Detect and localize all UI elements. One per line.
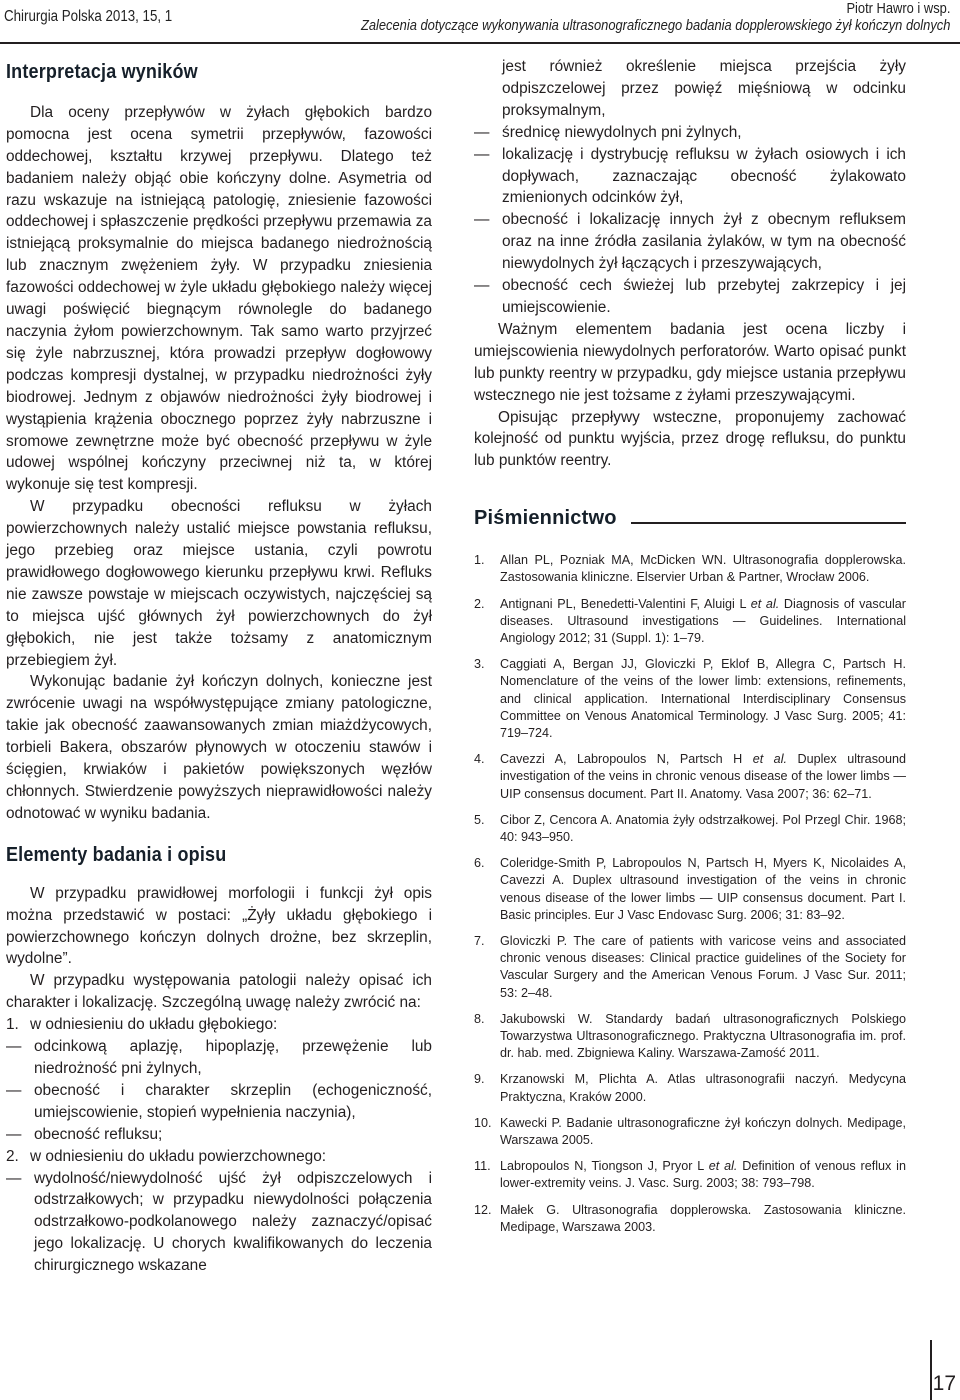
reference-item bbox=[474, 1071, 906, 1105]
list-item-text: odcinkową aplazję, hipoplazję, przewężenie lub niedrożność pni żylnych, bbox=[34, 1038, 432, 1077]
reference-text-part: Antignani PL, Benedetti-Valentini F, Aluigi L bbox=[500, 596, 751, 611]
list-item-text: w odniesieniu do układu głębokiego: bbox=[30, 1016, 278, 1034]
reference-text-part: Diagnosis of vascular diseases. Ultrasound investigations — Guidelines. International Angiology 2012; 31 (Suppl. 1): 1–79. bbox=[500, 596, 906, 645]
reference-text bbox=[500, 552, 906, 586]
reference-item bbox=[474, 1158, 906, 1192]
list-marker: — bbox=[474, 145, 490, 163]
paragraph: Dla oceny przepływów w żyłach głębokich bardzo pomocna jest ocena symetrii przepływów, fazowości oddechowej, kształtu krzywej przepływu. Dlatego też badaniem należy objąć obie kończyny dolne. Asymetria od razu wskazuje na istniejącą patologię, zniesienie fazowości oddechowej i spłaszczenie prędkości przepływu przemawia za istniejącą proksymalnie do miejsca badanego niedrożnością lub znacznym zwężeniem żyły. W przypadku zniesienia fazowości oddechowej w żyle układu głębokiego należy więcej uwagi poświęcić biegnącym równolegle do badanego naczynia żyłom powierzchownym. Tak samo warto przyjrzeć się żyle nabrzusznej, która prowadzi przepływ dogłowowy podczas kompresji dystalnej, w przypadku niedrożności żyły biodrowej. Jednym z objawów niedrożności żyły biodrowej i wystąpienia krążenia obocznego poprzez żyły nabrzuszne i sromowe zewnętrzne może być obecność przepływu w żyle udowej wspólnej kończyny przeciwnej niż ta, w której wykonuje się test kompresji. bbox=[6, 103, 432, 494]
references-list bbox=[474, 552, 906, 1236]
reference-item bbox=[474, 552, 906, 586]
header-authors: Piotr Hawro i wsp. bbox=[846, 0, 950, 17]
list-marker: — bbox=[6, 1081, 22, 1099]
reference-text-part: Małek G. Ultrasonografia dopplerowska. Zastosowania kliniczne. Medipage, Warszawa 2003. bbox=[500, 1202, 906, 1234]
dash-item bbox=[474, 209, 906, 275]
reference-text-part: Kawecki P. Badanie ultrasonograficzne żył kończyn dolnych. Medipage, Warszawa 2005. bbox=[500, 1115, 906, 1148]
reference-text-part: Jakubowski W. Standardy badań ultrasonograficznych Polskiego Towarzystwa Ultrasonograficznego. Praktyczna Ultrasonografia im. prof. dr. hab. med. Zbigniewa Kaliny. Warszawa-Zamość 2011. bbox=[500, 1011, 906, 1061]
page-number: 17 bbox=[932, 1372, 956, 1395]
references-heading: Piśmiennictwo bbox=[474, 507, 617, 530]
paragraph: Wykonując badanie żył kończyn dolnych, konieczne jest zwrócenie uwagi na współwystępujące zmiany patologiczne, takie jak obecność zaawansowanych zmian miażdżycowych, torbieli Bakera, obszarów płynowych w otoczeniu stawów i ścięgien, krwiaków i pakietów powiększonych węzłów chłonnych. Stwierdzenie powyższych nieprawidłowości należy odnotować w wyniku badania. bbox=[6, 673, 432, 822]
reference-number: 7. bbox=[474, 933, 485, 948]
reference-item bbox=[474, 933, 906, 1002]
paragraph: W przypadku obecności refluksu w żyłach powierzchownych należy ustalić miejsce powstania refluksu, jego przebieg oraz miejsce ustania, czyli powrotu prawidłowego dogłowowego kierunku przepływu krwi. Refluks nie zawsze powstaje w miejscach oczywistych, najczęściej są to miejsca ujść głównych żył powierzchownych do żył głębokich, nie jest także tożsamy z anatomicznym przebiegiem żył. bbox=[6, 498, 432, 669]
dash-item bbox=[474, 144, 906, 210]
reference-text-part: Allan PL, Pozniak MA, McDicken WN. Ultrasonografia dopplerowska. Zastosowania kliniczne. Elservier Urban & Partner, Wrocław 2006. bbox=[500, 553, 906, 585]
paragraph: W przypadku występowania patologii należy opisać ich charakter i lokalizację. Szczególną uwagę należy zwrócić na: bbox=[6, 972, 432, 1012]
reference-number: 5. bbox=[474, 812, 485, 827]
list-item-text: obecność cech świeżej lub przebytej zakrzepicy i jej umiejscowienie. bbox=[502, 277, 906, 316]
reference-item bbox=[474, 1115, 906, 1149]
list-marker: — bbox=[6, 1038, 22, 1056]
reference-text bbox=[500, 812, 906, 846]
paragraph: W przypadku prawidłowej morfologii i funkcji żył opis można przedstawić w postaci: „Żyły układu głębokiego i powierzchownego kończyn dolnych drożne, bez skrzeplin, wydolne”. bbox=[6, 884, 432, 968]
reference-number: 12. bbox=[474, 1202, 492, 1217]
reference-item bbox=[474, 751, 906, 803]
reference-text bbox=[500, 933, 906, 1002]
reference-number: 4. bbox=[474, 752, 485, 767]
header-rule bbox=[0, 42, 960, 44]
reference-text bbox=[500, 1202, 906, 1236]
dash-item bbox=[474, 275, 906, 319]
list-marker: — bbox=[474, 277, 490, 295]
reference-number: 11. bbox=[474, 1159, 491, 1174]
dash-item bbox=[6, 1036, 432, 1080]
reference-text-part: Cavezzi A, Labropoulos N, Partsch H bbox=[500, 752, 753, 767]
list-marker: — bbox=[6, 1169, 22, 1187]
list-marker: — bbox=[474, 123, 490, 141]
list-marker: — bbox=[474, 211, 490, 229]
reference-number: 9. bbox=[474, 1072, 485, 1087]
reference-text bbox=[500, 751, 906, 803]
section-heading-interpretation: Interpretacja wyników bbox=[6, 61, 198, 83]
numbered-item bbox=[6, 1014, 432, 1036]
list-marker: 2. bbox=[6, 1147, 19, 1165]
list-item-text: w odniesieniu do układu powierzchownego: bbox=[30, 1147, 327, 1165]
journal-citation: Chirurgia Polska 2013, 15, 1 bbox=[4, 8, 173, 25]
reference-item bbox=[474, 596, 906, 648]
reference-number: 6. bbox=[474, 856, 485, 871]
references-heading-row bbox=[474, 508, 906, 530]
reference-text-part: Caggiati A, Bergan JJ, Gloviczki P, Eklof B, Allegra C, Partsch H. Nomenclature of the veins of the lower limb: extensions, refinements, and clinical application. International Interdisciplinary Consensus Committee on Venous Anatomical Terminology. J Vasc Surg. 2005; 41: 719–724. bbox=[500, 657, 906, 740]
reference-text-part: Cibor Z, Cencora A. Anatomia żyły odstrzałkowej. Pol Przegl Chir. 1968; 40: 943–950. bbox=[500, 812, 906, 844]
reference-item bbox=[474, 1011, 906, 1063]
references-rule bbox=[631, 522, 906, 524]
list-item-text: lokalizację i dystrybucję refluksu w żyłach osiowych i ich dopływach, zaznaczając obecność żylakowato zmienionych odcinków żył, bbox=[502, 145, 906, 207]
dash-item bbox=[6, 1124, 432, 1146]
reference-text bbox=[500, 596, 906, 648]
reference-etal: et al. bbox=[750, 596, 780, 611]
list-item-text: obecność i lokalizację innych żył z obecnym refluksem oraz na inne źródła zasilania żylaków, w tym na obecność niewydolnych żył łączących i przeszywających, bbox=[502, 211, 906, 273]
reference-number: 3. bbox=[474, 657, 485, 672]
reference-etal: et al. bbox=[708, 1159, 738, 1174]
paragraph-continuation: jest również określenie miejsca przejścia żyły odpiszczelowej przez powięź mięśniową w odcinku proksymalnym, bbox=[502, 58, 906, 119]
reference-text bbox=[500, 656, 906, 742]
reference-number: 8. bbox=[474, 1011, 485, 1026]
right-column bbox=[474, 56, 906, 1245]
list-item-text: obecność i charakter skrzeplin (echogeniczność, umiejscowienie, stopień wypełnienia naczynia), bbox=[34, 1081, 432, 1121]
running-header bbox=[361, 0, 950, 34]
list-item-text: wydolność/niewydolność ujść żył odpiszczelowych i odstrzałkowych; w przypadku niewydolności połączenia odstrzałkowo-podkolanowego należy zaznaczyć/opisać jego lokalizację. U chorych kwalifikowanych do leczenia chirurgicznego wskazane bbox=[34, 1169, 432, 1275]
list-marker: — bbox=[6, 1125, 22, 1143]
paragraph: Opisując przepływy wsteczne, proponujemy zachować kolejność od punktu wyjścia, przez drogę refluksu, do punktu lub punktów reentry. bbox=[474, 408, 906, 470]
reference-text bbox=[500, 1158, 906, 1192]
findings-list bbox=[6, 1014, 432, 1277]
reference-text bbox=[500, 1011, 906, 1063]
dash-item bbox=[6, 1080, 432, 1124]
dash-item bbox=[474, 122, 906, 144]
list-item-text: obecność refluksu; bbox=[34, 1125, 163, 1143]
reference-text bbox=[500, 855, 906, 924]
list-item-text: średnicę niewydolnych pni żylnych, bbox=[502, 123, 742, 141]
reference-text-part: Labropoulos N, Tiongson J, Pryor L bbox=[500, 1159, 709, 1174]
reference-number: 10. bbox=[474, 1115, 492, 1130]
section-heading-elements: Elementy badania i opisu bbox=[6, 843, 227, 866]
reference-text bbox=[500, 1071, 906, 1105]
reference-text bbox=[500, 1115, 906, 1149]
dash-item bbox=[6, 1168, 432, 1278]
reference-item bbox=[474, 855, 906, 924]
reference-text-part: Krzanowski M, Plichta A. Atlas ultrasonografii naczyń. Medycyna Praktyczna, Kraków 2000. bbox=[500, 1072, 906, 1104]
header-running-title: Zalecenia dotyczące wykonywania ultrasonograficznego badania dopplerowskiego żył kończyn dolnych bbox=[360, 17, 950, 34]
reference-number: 2. bbox=[474, 596, 485, 611]
reference-text-part: Coleridge-Smith P, Labropoulos N, Partsch H, Myers K, Nicolaides A, Cavezzi A. Duplex ultrasound investigation of the veins in chronic venous disease of the lower limbs — UIP consensus document. Part I. Basic principles. Eur J Vasc Endovasc Surg. 2006; 31: 83–92. bbox=[500, 856, 906, 922]
paragraph: Ważnym elementem badania jest ocena liczby i umiejscowienia niewydolnych perforatorów. Warto opisać punkt lub punkty reentry w przypadku, gdy miejsce ustania przepływu wstecznego nie jest tożsame z żyłami przeszywającymi. bbox=[474, 320, 906, 404]
reference-item bbox=[474, 812, 906, 846]
list-marker: 1. bbox=[6, 1016, 19, 1034]
numbered-item bbox=[6, 1146, 432, 1168]
reference-text-part: Gloviczki P. The care of patients with varicose veins and associated chronic venous diseases: Clinical practice guidelines of the Society for Vascular Surgery and the American Venous Forum. J Vasc Sur. 2011; 53: 2–48. bbox=[500, 933, 906, 1000]
reference-item bbox=[474, 1202, 906, 1236]
reference-item bbox=[474, 656, 906, 742]
reference-etal: et al. bbox=[752, 752, 787, 767]
reference-number: 1. bbox=[474, 553, 485, 568]
reference-text-part: Definition of venous reflux in lower-extremity veins. J. Vasc. Surg. 2003; 38: 793–798. bbox=[500, 1159, 906, 1191]
superficial-findings-list bbox=[474, 122, 906, 319]
left-column bbox=[6, 56, 432, 1277]
reference-text-part: Duplex ultrasound investigation of the veins in chronic venous disease of the lower limbs — UIP consensus document. Part II. Anatomy. Vasa 2007; 36: 62–71. bbox=[500, 752, 907, 801]
